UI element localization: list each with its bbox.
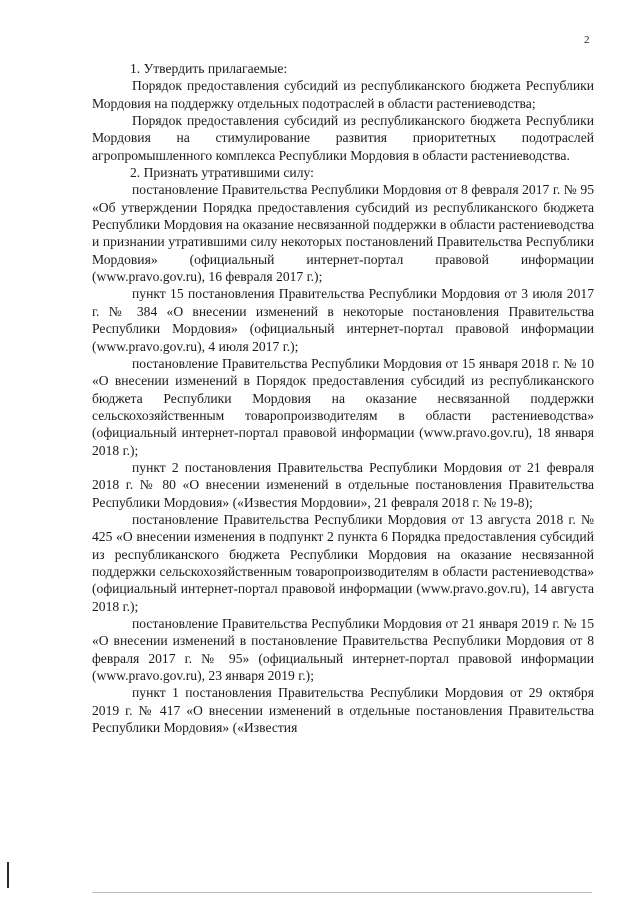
- document-body: [92, 60, 594, 736]
- paragraph-repeal-item-4: пункт 2 постановления Правительства Республики Мордовия от 21 февраля 2018 г. № 80 «О внесении изменений в отдельные постановления Правительства Республики Мордовия» («Известия Мордовии», 21 февраля 2018 г. № 19-8);: [92, 459, 594, 510]
- paragraph-repeal-item-1: постановление Правительства Республики Мордовия от 8 февраля 2017 г. № 95 «Об утверждении Порядка предоставления субсидий из республиканского бюджета Республики Мордовия на оказание несвязанной поддержки в области растениеводства и признании утратившими силу некоторых постановлений Правительства Республики Мордовия» (официальный интернет-портал правовой информации (www.pravo.gov.ru), 16 февраля 2017 г.);: [92, 182, 594, 285]
- paragraph-repeal-item-7: пункт 1 постановления Правительства Республики Мордовия от 29 октября 2019 г. № 417 «О внесении изменений в отдельные постановления Правительства Республики Мордовия» («Известия: [92, 685, 594, 736]
- paragraph-approve: 1. Утвердить прилагаемые:: [130, 61, 288, 76]
- paragraph-repeal-item-2: пункт 15 постановления Правительства Республики Мордовия от 3 июля 2017 г. № 384 «О внесении изменений в некоторые постановления Правительства Республики Мордовия» (официальный интернет-портал правовой информации (www.pravo.gov.ru), 4 июля 2017 г.);: [92, 286, 594, 354]
- scan-artifact-line: [92, 892, 592, 893]
- paragraph-repeal: 2. Признать утратившими силу:: [130, 165, 314, 181]
- paragraph-order-1: Порядок предоставления субсидий из республиканского бюджета Республики Мордовия на поддержку отдельных подотраслей в области растениеводства;: [92, 78, 594, 111]
- page-number: 2: [584, 34, 590, 46]
- scan-artifact-mark: [7, 862, 9, 888]
- paragraph-repeal-item-5: постановление Правительства Республики Мордовия от 13 августа 2018 г. № 425 «О внесении изменения в подпункт 2 пункта 6 Порядка предоставления субсидий из республиканского бюджета Республики Мордовия на оказание несвязанной поддержки сельскохозяйственным товаропроизводителям в области растениеводства» (официальный интернет-портал правовой информации (www.pravo.gov.ru), 14 августа 2018 г.);: [92, 511, 594, 614]
- paragraph-repeal-item-6: постановление Правительства Республики Мордовия от 21 января 2019 г. № 15 «О внесении изменений в постановление Правительства Республики Мордовия от 8 февраля 2017 г. № 95» (официальный интернет-портал правовой информации (www.pravo.gov.ru), 23 января 2019 г.);: [92, 616, 594, 684]
- paragraph-repeal-item-3: постановление Правительства Республики Мордовия от 15 января 2018 г. № 10 «О внесении изменений в Порядок предоставления субсидий из республиканского бюджета Республики Мордовия на оказание несвязанной поддержки сельскохозяйственным товаропроизводителям в области растениеводства» (официальный интернет-портал правовой информации (www.pravo.gov.ru), 18 января 2018 г.);: [92, 355, 594, 458]
- paragraph-order-2: Порядок предоставления субсидий из республиканского бюджета Республики Мордовия на стимулирование развития приоритетных подотраслей агропромышленного комплекса Республики Мордовия в области растениеводства.: [92, 113, 594, 163]
